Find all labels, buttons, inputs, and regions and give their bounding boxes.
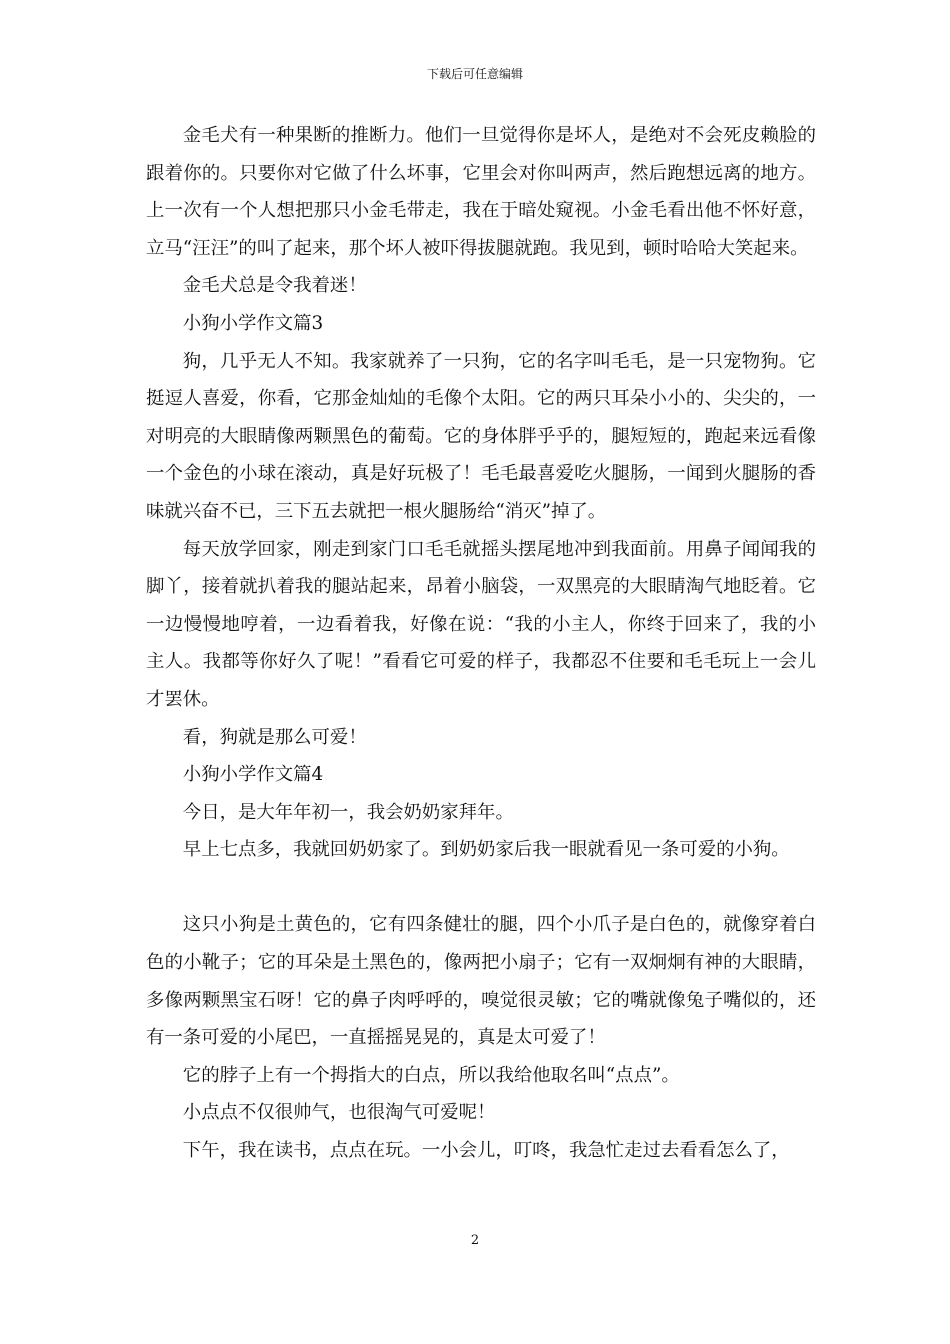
paragraph: 金毛犬有一种果断的推断力。他们一旦觉得你是坏人，是绝对不会死皮赖脸的跟着你的。只要你对它做了什么坏事，它里会对你叫两声，然后跑想远离的地方。上一次有一个人想把那只小金毛带走，我在于暗处窥视。小金毛看出他不怀好意，立马“汪汪”的叫了起来，那个坏人被吓得拔腿就跑。我见到，顿时哈哈大笑起来。 [146,125,816,259]
section-heading: 小狗小学作文篇3 [182,312,324,334]
paragraph: 小点点不仅很帅气，也很淘气可爱呢！ [182,1102,496,1124]
section-heading: 小狗小学作文篇4 [182,764,324,786]
page-number: 2 [470,1233,480,1248]
paragraph: 金毛犬总是令我着迷！ [182,275,367,297]
paragraph: 看，狗就是那么可爱！ [182,726,367,748]
paragraph: 它的脖子上有一个拇指大的白点，所以我给他取名叫“点点”。 [182,1064,680,1086]
paragraph: 狗，几乎无人不知。我家就养了一只狗，它的名字叫毛毛，是一只宠物狗。它挺逗人喜爱，你看，它那金灿灿的毛像个太阳。它的两只耳朵小小的、尖尖的，一对明亮的大眼睛像两颗黑色的葡萄。它的身体胖乎乎的，腿短短的，跑起来远看像一个金色的小球在滚动，真是好玩极了！毛毛最喜爱吃火腿肠，一闻到火腿肠的香味就兴奋不已，三下五去就把一根火腿肠给“消灭”掉了。 [146,350,816,522]
paragraph: 早上七点多，我就回奶奶家了。到奶奶家后我一眼就看见一条可爱的小狗。 [182,839,790,861]
page-header: 下载后可任意编辑 [426,67,523,81]
paragraph: 这只小狗是土黄色的，它有四条健壮的腿，四个小爪子是白色的，就像穿着白色的小靴子；它的耳朵是土黑色的，像两把小扇子；它有一双炯炯有神的大眼睛，多像两颗黑宝石呀！它的鼻子肉呼呼的，嗅觉很灵敏；它的嘴就像兔子嘴似的，还有一条可爱的小尾巴，一直摇摇晃晃的，真是太可爱了！ [146,914,816,1049]
paragraph: 今日，是大年年初一，我会奶奶家拜年。 [182,801,514,823]
paragraph: 每天放学回家，刚走到家门口毛毛就摇头摆尾地冲到我面前。用鼻子闻闻我的脚丫，接着就扒着我的腿站起来，昂着小脑袋，一双黑亮的大眼睛淘气地眨着。它一边慢慢地哼着，一边看着我，好像在说：“我的小主人，你终于回来了，我的小主人。我都等你好久了呢！”看看它可爱的样子，我都忍不住要和毛毛玩上一会儿才罢休。 [146,538,816,710]
paragraph: 下午，我在读书，点点在玩。一小会儿，叮咚，我急忙走过去看看怎么了， [182,1140,790,1162]
document-body [146,117,816,1170]
